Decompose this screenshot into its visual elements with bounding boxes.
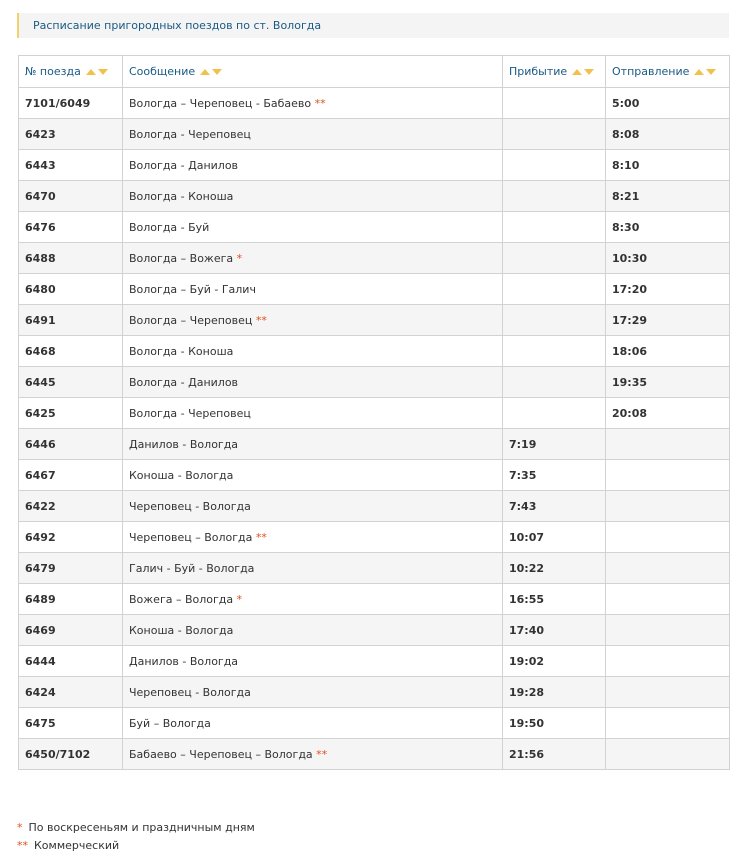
arrival-cell: 19:02 [503,646,606,677]
train-number-cell: 6492 [19,522,123,553]
departure-cell: 8:21 [606,181,730,212]
route-text: Вологда – Вожега [129,251,234,265]
table-row [19,398,730,429]
arrival-cell [503,305,606,336]
route-mark: * [236,251,243,265]
table-row [19,460,730,491]
train-number-cell: 6467 [19,460,123,491]
route-cell [123,181,503,212]
arrival-cell: 16:55 [503,584,606,615]
arrival-cell: 19:50 [503,708,606,739]
arrival-cell: 7:43 [503,491,606,522]
column-header-label: Прибытие [509,65,568,78]
arrival-cell [503,181,606,212]
route-text: Череповец - Вологда [129,499,251,513]
arrival-cell [503,367,606,398]
sort-up-icon[interactable] [694,69,704,75]
route-text: Вологда – Череповец - Бабаево [129,96,312,110]
table-row [19,181,730,212]
table-row [19,243,730,274]
table-row [19,615,730,646]
table-row [19,491,730,522]
train-number-cell: 6470 [19,181,123,212]
route-cell [123,553,503,584]
route-text: Вологда - Коноша [129,344,234,358]
train-number-cell: 6489 [19,584,123,615]
train-number-cell: 6475 [19,708,123,739]
train-number-cell: 6468 [19,336,123,367]
departure-cell [606,460,730,491]
train-number-cell: 6425 [19,398,123,429]
route-cell [123,88,503,119]
train-number-cell: 6480 [19,274,123,305]
route-cell [123,274,503,305]
departure-cell [606,553,730,584]
table-row [19,336,730,367]
sort-down-icon[interactable] [706,69,716,75]
train-number-cell: 6422 [19,491,123,522]
schedule-body [19,88,730,770]
table-row [19,119,730,150]
legend-item-commercial [17,839,119,852]
departure-cell: 19:35 [606,367,730,398]
route-text: Вологда – Буй - Галич [129,282,256,296]
column-header-label: Отправление [612,65,690,78]
departure-cell [606,522,730,553]
route-cell [123,243,503,274]
route-text: Вологда - Череповец [129,406,251,420]
arrival-cell: 7:19 [503,429,606,460]
table-row [19,584,730,615]
route-text: Вожега – Вологда [129,592,234,606]
sort-control[interactable] [86,69,108,75]
train-number-cell: 6423 [19,119,123,150]
departure-cell [606,739,730,770]
departure-cell: 18:06 [606,336,730,367]
route-mark: ** [314,96,326,110]
route-cell [123,429,503,460]
departure-cell: 17:29 [606,305,730,336]
route-cell [123,119,503,150]
arrival-cell: 7:35 [503,460,606,491]
legend-mark: ** [17,839,28,852]
route-cell [123,522,503,553]
route-text: Вологда – Череповец [129,313,253,327]
table-row [19,367,730,398]
train-number-cell: 6476 [19,212,123,243]
table-row [19,646,730,677]
route-cell [123,708,503,739]
sort-control[interactable] [694,69,716,75]
departure-cell [606,677,730,708]
train-number-cell: 7101/6049 [19,88,123,119]
route-cell [123,739,503,770]
legend-text: По воскресеньям и праздничным дням [28,821,255,834]
departure-cell: 8:10 [606,150,730,181]
departure-cell [606,584,730,615]
schedule-title: Расписание пригородных поездов по ст. Вологда [17,13,729,38]
legend-mark: * [17,821,23,834]
arrival-cell: 17:40 [503,615,606,646]
table-row [19,739,730,770]
sort-down-icon[interactable] [584,69,594,75]
route-cell [123,584,503,615]
arrival-cell: 19:28 [503,677,606,708]
train-number-cell: 6491 [19,305,123,336]
arrival-cell [503,119,606,150]
sort-control[interactable] [572,69,594,75]
arrival-cell [503,150,606,181]
table-row [19,150,730,181]
route-text: Бабаево – Череповец – Вологда [129,747,313,761]
departure-cell: 8:30 [606,212,730,243]
train-number-cell: 6424 [19,677,123,708]
route-text: Вологда - Череповец [129,127,251,141]
departure-cell: 17:20 [606,274,730,305]
route-mark: ** [255,530,267,544]
train-number-cell: 6443 [19,150,123,181]
legend-item-sunday [17,821,255,834]
table-row [19,212,730,243]
table-row [19,708,730,739]
column-header-route[interactable] [123,56,503,88]
arrival-cell: 10:22 [503,553,606,584]
route-text: Череповец – Вологда [129,530,253,544]
train-number-cell: 6446 [19,429,123,460]
departure-cell: 8:08 [606,119,730,150]
route-cell [123,212,503,243]
column-header-departure[interactable] [606,56,730,88]
route-cell [123,491,503,522]
departure-cell: 5:00 [606,88,730,119]
column-header-label: Сообщение [129,65,196,78]
table-row [19,522,730,553]
column-header-train-number[interactable] [19,56,123,88]
route-text: Вологда - Данилов [129,375,239,389]
departure-cell [606,491,730,522]
sort-down-icon[interactable] [98,69,108,75]
route-text: Данилов - Вологда [129,654,239,668]
route-cell [123,460,503,491]
table-row [19,677,730,708]
table-header-row [19,56,730,88]
route-cell [123,305,503,336]
route-text: Коноша - Вологда [129,468,234,482]
route-cell [123,336,503,367]
train-number-cell: 6469 [19,615,123,646]
route-text: Данилов - Вологда [129,437,239,451]
column-header-arrival[interactable] [503,56,606,88]
route-cell [123,677,503,708]
departure-cell [606,615,730,646]
route-text: Галич - Буй - Вологда [129,561,255,575]
sort-down-icon[interactable] [212,69,222,75]
arrival-cell [503,274,606,305]
route-cell [123,646,503,677]
route-text: Вологда - Данилов [129,158,239,172]
route-text: Вологда - Коноша [129,189,234,203]
departure-cell [606,646,730,677]
table-row [19,88,730,119]
route-text: Череповец - Вологда [129,685,251,699]
arrival-cell: 10:07 [503,522,606,553]
departure-cell [606,708,730,739]
departure-cell: 10:30 [606,243,730,274]
column-header-label: № поезда [25,65,81,78]
arrival-cell [503,336,606,367]
table-row [19,553,730,584]
route-mark: ** [316,747,328,761]
train-number-cell: 6488 [19,243,123,274]
arrival-cell [503,243,606,274]
route-cell [123,150,503,181]
table-row [19,429,730,460]
route-cell [123,367,503,398]
train-number-cell: 6479 [19,553,123,584]
legend-text: Коммерческий [34,839,120,852]
sort-up-icon[interactable] [200,69,210,75]
departure-cell [606,429,730,460]
arrival-cell [503,212,606,243]
train-number-cell: 6444 [19,646,123,677]
route-text: Буй – Вологда [129,716,211,730]
route-text: Коноша - Вологда [129,623,234,637]
arrival-cell [503,398,606,429]
schedule-table [18,55,730,770]
arrival-cell: 21:56 [503,739,606,770]
sort-up-icon[interactable] [572,69,582,75]
route-cell [123,615,503,646]
departure-cell: 20:08 [606,398,730,429]
route-mark: * [236,592,243,606]
sort-up-icon[interactable] [86,69,96,75]
train-number-cell: 6450/7102 [19,739,123,770]
route-cell [123,398,503,429]
route-mark: ** [255,313,267,327]
sort-control[interactable] [200,69,222,75]
table-row [19,305,730,336]
train-number-cell: 6445 [19,367,123,398]
arrival-cell [503,88,606,119]
table-row [19,274,730,305]
route-text: Вологда - Буй [129,220,210,234]
